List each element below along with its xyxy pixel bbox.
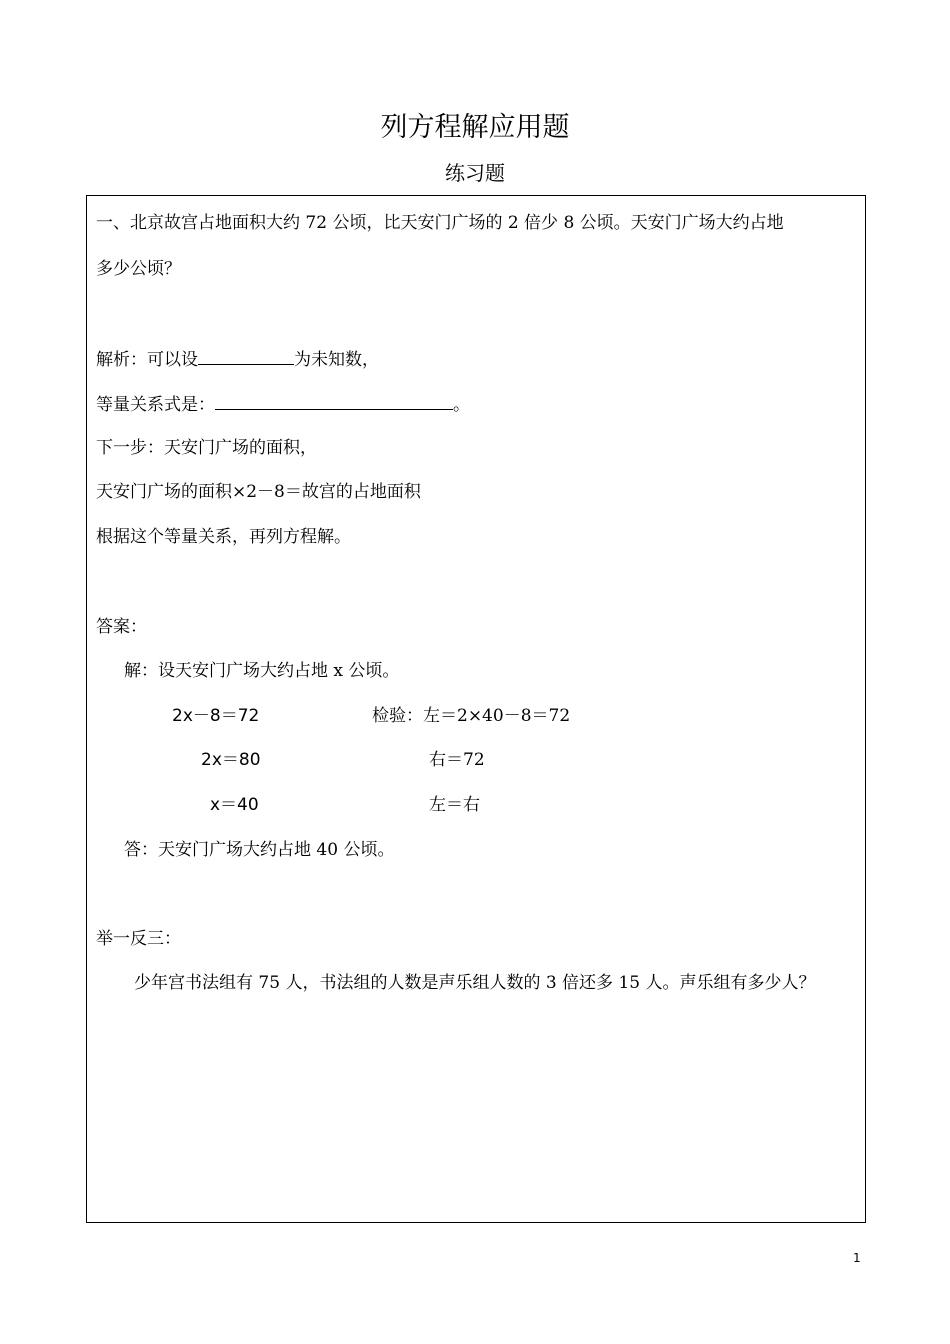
problem-line-1: 一、北京故宫占地面积大约 72 公顷，比天安门广场的 2 倍少 8 公顷。天安门广场大约占地 <box>96 213 784 233</box>
page-subtitle: 练习题 <box>445 161 505 185</box>
analysis-line-1 <box>96 346 379 372</box>
analysis-line-3: 下一步：天安门广场的面积， <box>96 438 317 458</box>
answer-label: 答案： <box>96 617 147 637</box>
relation-suffix: 。 <box>453 395 470 415</box>
analysis-suffix: 为未知数， <box>294 350 379 370</box>
answer-conclusion: 答：天安门广场大约占地 40 公顷。 <box>124 840 395 860</box>
problem-line-2: 多少公顷？ <box>96 259 181 279</box>
unknown-blank[interactable] <box>198 346 294 365</box>
page-number: 1 <box>853 1251 861 1265</box>
relation-blank[interactable] <box>215 391 453 410</box>
check-line-1: 检验：左＝2×40－8＝72 <box>372 706 571 726</box>
page-title: 列方程解应用题 <box>380 112 570 143</box>
analysis-prefix: 解析：可以设 <box>96 350 198 370</box>
analysis-line-2 <box>96 391 470 417</box>
practice-question: 少年宫书法组有 75 人，书法组的人数是声乐组人数的 3 倍还多 15 人。声乐组有多少人？ <box>134 973 816 993</box>
equation-3: x＝40 <box>210 795 259 815</box>
relation-prefix: 等量关系式是： <box>96 395 215 415</box>
equation-1: 2x－8＝72 <box>172 706 260 726</box>
check-line-2: 右＝72 <box>429 750 485 770</box>
answer-setup: 解：设天安门广场大约占地 x 公顷。 <box>124 661 400 681</box>
equation-2: 2x＝80 <box>201 750 261 770</box>
practice-label: 举一反三： <box>96 929 181 949</box>
analysis-line-5: 根据这个等量关系，再列方程解。 <box>96 527 351 547</box>
analysis-line-4: 天安门广场的面积×2－8＝故宫的占地面积 <box>96 482 421 502</box>
check-line-3: 左＝右 <box>429 795 480 815</box>
